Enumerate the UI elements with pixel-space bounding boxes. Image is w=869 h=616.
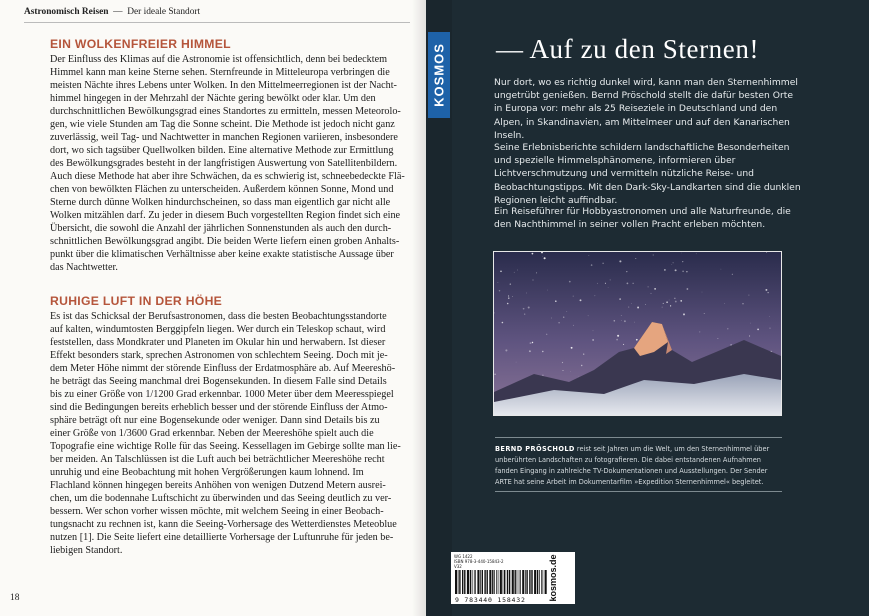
- barcode-bar: [519, 570, 520, 594]
- star: [704, 313, 705, 314]
- star: [742, 303, 743, 304]
- star: [673, 262, 674, 263]
- star: [542, 375, 543, 376]
- star: [727, 328, 728, 329]
- star: [512, 296, 513, 297]
- star: [686, 271, 687, 272]
- star: [547, 290, 548, 291]
- star: [573, 325, 574, 326]
- text-line: Es ist das Schicksal der Berufsastronomen, dass die besten Beobachtungsstandorte: [50, 311, 387, 322]
- star: [619, 260, 621, 262]
- text-line: feststellen, dass Mondkrater und Planeten im Okular hin und herwabern. Ist dieser: [50, 337, 386, 348]
- star: [621, 320, 622, 321]
- star: [507, 303, 509, 305]
- star: [569, 281, 571, 283]
- page-gutter-shadow: [412, 0, 426, 616]
- text-line: himmel hingegen in der Mehrzahl der Nächte gering bewölkt oder klar. Um den: [50, 93, 376, 104]
- star: [505, 349, 507, 351]
- star: [589, 255, 590, 256]
- star: [748, 295, 749, 296]
- star: [532, 253, 534, 255]
- text-line: ber meiden. An Talschlüssen ist die Luft auch bei beträchtlicher Meereshöhe recht: [50, 454, 385, 465]
- text-line: unruhig und eine Beobachtung mit hohen Vergrößerungen kaum lohnend. Im: [50, 467, 364, 478]
- star: [499, 290, 500, 291]
- page-number: 18: [10, 593, 20, 603]
- barcode-bar: [534, 570, 536, 594]
- star: [626, 271, 627, 272]
- running-head-chapter: Der ideale Standort: [127, 7, 201, 17]
- star: [664, 269, 666, 271]
- section-body-calm-air: [50, 310, 407, 557]
- back-cover: [426, 0, 869, 616]
- star: [532, 279, 533, 280]
- text-line: Auch diese Methode hat aber ihre Schwächen, da es schwierig ist, schneebedeckte Flä-: [50, 171, 405, 182]
- text-line: Übersicht, die sowohl die Anzahl der jährlichen Sonnenstunden als auch den durch-: [50, 223, 392, 234]
- text-line: Effekt besonders stark, sprechen Astronomen von schlechtem Seeing. Doch mit je-: [50, 350, 388, 361]
- star: [683, 313, 685, 315]
- barcode-bar: [496, 570, 497, 594]
- barcode-bar: [529, 570, 530, 594]
- star: [508, 295, 509, 296]
- star: [516, 362, 517, 363]
- section-heading-calm-air: RUHIGE LUFT IN DER HÖHE: [50, 294, 223, 308]
- text-line: Wolken mitzählen darf. Zu jeder in diesem Buch vorgestellten Region findet sich eine: [50, 210, 401, 221]
- text-line: gen, wie viele Stunden am Tag die Sonne scheint. Die Methode ist jedoch nicht ganz: [50, 119, 395, 130]
- star: [597, 283, 598, 284]
- text-line: sind die Bedingungen bereits erheblich besser und der störende Einfluss der Atmo-: [50, 402, 388, 413]
- text-line: auf kalten, windumtosten Berggipfeln liegen. Wer durch ein Teleskop schaut, wird: [50, 324, 386, 335]
- star: [581, 365, 582, 366]
- star: [602, 263, 603, 264]
- blurb-paragraph-3: Ein Reiseführer für Hobbyastronomen und alle Naturfreunde, die den Nachthimmel in seiner vollen Pracht erleben möchten.: [494, 206, 791, 231]
- star: [721, 269, 722, 270]
- text-line: chen von bewölkten Flächen zu unterscheiden. Außerdem können Sonne, Mond und: [50, 184, 394, 195]
- star: [682, 261, 683, 262]
- star: [500, 270, 502, 272]
- star: [732, 274, 733, 275]
- star: [514, 272, 515, 273]
- barcode-number: 9 783440 158432: [455, 596, 526, 604]
- star: [765, 289, 767, 291]
- text-line: Der Einfluss des Klimas auf die Astronomie ist offensichtlich, denn bei bedecktem: [50, 54, 388, 65]
- star: [651, 293, 652, 294]
- barcode-bar: [489, 570, 491, 594]
- star: [562, 362, 563, 363]
- star: [653, 254, 654, 255]
- running-head-section: Astronomisch Reisen: [24, 7, 109, 17]
- star: [687, 288, 689, 290]
- star: [502, 322, 504, 324]
- star: [605, 283, 606, 284]
- star: [570, 371, 571, 372]
- barcode-bar: [482, 570, 483, 594]
- barcode-bar: [500, 570, 502, 594]
- text-line: Topografie eine wichtige Rolle für das Seeing. Kessellagen im Gebirge sollte man lie-: [50, 441, 401, 452]
- star: [610, 279, 611, 280]
- text-line: chen, um die bodennahe Luftschicht zu überwinden und das Seeing deutlich zu ver-: [50, 493, 392, 504]
- text-line: liebigen Standort.: [50, 545, 123, 556]
- barcode-bar: [480, 570, 481, 594]
- barcode-bar: [515, 570, 516, 594]
- star: [544, 257, 546, 259]
- barcode-bar: [522, 570, 524, 594]
- text-line: dort, wo sich tagsüber Quellwolken bilden. Eine alternative Methode zur Ermittlung: [50, 145, 394, 156]
- barcode-bar: [475, 570, 476, 594]
- star: [529, 350, 531, 352]
- url-label: [547, 552, 559, 604]
- author-rule-top: [495, 437, 782, 438]
- text-line: Himmel kann man keine Sterne sehen. Sternfreunde in Mitteleuropa verbringen die: [50, 67, 390, 78]
- star: [769, 328, 770, 329]
- barcode-bar: [541, 570, 542, 594]
- star: [654, 288, 656, 290]
- cover-title: — Auf zu den Sternen!: [496, 34, 760, 64]
- star: [523, 308, 525, 310]
- barcode-bar: [464, 570, 465, 594]
- barcode-bar: [459, 570, 460, 594]
- barcode-bars: [455, 570, 549, 594]
- star: [498, 282, 499, 283]
- star: [768, 292, 769, 293]
- star: [769, 316, 770, 317]
- text-line: bis zu einer Größe von 1/1200 Grad erkennbar. 1000 Meter über dem Meeresspiegel: [50, 389, 394, 400]
- star: [671, 264, 672, 265]
- star: [666, 301, 668, 303]
- star: [674, 298, 675, 299]
- star: [580, 299, 582, 301]
- author-bio-text: reist seit Jahren um die Welt, um den Sternenhimmel über unberührten Landschaften zu fotografieren. Die dabei entstandenen Aufnahmen fanden Eingang in zahlreiche TV-Dokumentationen und Ausstellungen. Der Sender ARTE hat seine Arbeit im Dokumentarfilm »Expedition Sternenhimmel« begleitet.: [495, 445, 770, 486]
- barcode-bar: [507, 570, 508, 594]
- star: [616, 339, 618, 341]
- barcode-bar: [492, 570, 493, 594]
- blurb-paragraph-1: Nur dort, wo es richtig dunkel wird, kann man den Sternenhimmel ungetrübt genießen. Bernd Pröschold stellt die dafür besten Orte in Europa vor: mehr als 25 Reiseziele in Deutschland und den Alpen, in Skandinavien, am Mittelmeer und auf den Kanarischen Inseln.: [494, 77, 798, 141]
- star: [757, 329, 759, 331]
- text-line: he beträgt das Seeing manchmal drei Bogensekunden. In diesem Falle sind Details: [50, 376, 387, 387]
- text-line: sphäre beträgt oft nur eine Bogensekunde oder weniger. Dann sind Details bis zu: [50, 415, 380, 426]
- publisher-url: kosmos.de: [548, 554, 558, 602]
- star: [592, 339, 593, 340]
- author-rule-bottom: [495, 491, 782, 492]
- star: [532, 342, 533, 343]
- star: [617, 335, 619, 337]
- star: [494, 374, 496, 376]
- star: [619, 298, 620, 299]
- star: [563, 370, 564, 371]
- star: [634, 322, 635, 323]
- star: [551, 318, 552, 319]
- barcode-bar: [474, 570, 475, 594]
- star: [558, 322, 559, 323]
- text-line: dem Meter Höhe nimmt der störende Einfluss der Erdatmosphäre ab. Auf Meereshö-: [50, 363, 396, 374]
- barcode-bar: [503, 570, 504, 594]
- text-line: einer Größe von 1/3600 Grad erkennbar. Neben der Meereshöhe spielt auch die: [50, 428, 374, 439]
- barcode-bar: [520, 570, 521, 594]
- star: [702, 292, 703, 293]
- star: [663, 303, 664, 304]
- star: [724, 303, 725, 304]
- star: [593, 330, 594, 331]
- barcode-bar: [487, 570, 488, 594]
- barcode-bar: [494, 570, 495, 594]
- text-line: tungsnacht zu rechnen ist, kann die Seeing-Vorhersage des Wetterdienstes Meteoblue: [50, 519, 397, 530]
- star: [696, 253, 697, 254]
- text-line: nutzen [1]. Die Seite liefert eine detaillierte Vorhersage der Luftunruhe für jeden be-: [50, 532, 394, 543]
- star: [635, 258, 636, 259]
- star: [669, 300, 670, 301]
- star: [645, 304, 646, 305]
- star: [662, 307, 663, 308]
- photo-illustration: [494, 252, 781, 415]
- star: [608, 287, 609, 288]
- star: [542, 256, 543, 257]
- star: [750, 323, 751, 324]
- star: [614, 320, 616, 322]
- barcode-bar: [509, 570, 510, 594]
- star: [633, 283, 634, 284]
- star: [578, 377, 579, 378]
- star: [627, 283, 629, 285]
- author-name: BERND PRÖSCHOLD: [495, 445, 575, 453]
- section-body-cloudless-sky: [50, 53, 407, 274]
- barcode-bar: [470, 570, 471, 594]
- star: [563, 316, 564, 317]
- barcode-bar: [512, 570, 514, 594]
- barcode-bar: [477, 570, 479, 594]
- text-line: meisten Nächte ihres Lebens unter Wolken. In den Mittelmeerregionen ist der Nacht-: [50, 80, 397, 91]
- left-page: [0, 0, 426, 616]
- star: [510, 283, 511, 284]
- text-line: punkt über die klimatischen Verhältnisse aber keine exakte statistische Aussage über: [50, 249, 394, 260]
- text-line: des Bewölkungsgrades besteht in der langfristigen Auswertung von Satellitenbildern.: [50, 158, 398, 169]
- text-line: durchschnittlichen Bewölkungsgrad eines Standortes zu ermitteln, messen Meteorolo-: [50, 106, 401, 117]
- star: [636, 339, 638, 341]
- blurb-paragraph-2: Seine Erlebnisberichte schildern landschaftliche Besonderheiten und spezielle Himmelsphänomene, informieren über Lichtverschmutzung und vermitteln nützliche Reise- und Beobachtungstipps. Mit den Dark-Sky-Landkarten sind die dunklen Regionen leicht auffindbar.: [494, 142, 801, 206]
- barcode-isbn: ISBN 978-3-440-15843-2: [454, 559, 504, 564]
- star: [624, 320, 626, 322]
- logo-text: KOSMOS: [431, 43, 447, 107]
- star: [670, 305, 671, 306]
- barcode-bar: [531, 570, 532, 594]
- barcode-bar: [537, 570, 538, 594]
- cover-photo-matterhorn-night: [493, 251, 782, 416]
- star: [682, 253, 683, 254]
- star: [573, 296, 574, 297]
- barcode-bar: [525, 570, 526, 594]
- star: [555, 300, 557, 302]
- barcode-bar: [517, 570, 518, 594]
- star: [542, 351, 543, 352]
- section-heading-cloudless-sky: EIN WOLKENFREIER HIMMEL: [50, 37, 231, 51]
- barcode-code: V32: [454, 564, 462, 569]
- barcode-bar: [526, 570, 527, 594]
- barcode-bar: [472, 570, 473, 594]
- text-line: bessern. Wer schon vorher wissen möchte, mit welchem Seeing in einer Beobach-: [50, 506, 384, 517]
- star: [526, 293, 527, 294]
- barcode-bar: [455, 570, 457, 594]
- barcode-bar: [458, 570, 459, 594]
- star: [682, 271, 684, 273]
- text-line: zuverlässig, weil Tag- und Nachtwetter in manchen Regionen variieren, insbesondere: [50, 132, 398, 143]
- star: [717, 338, 718, 339]
- star: [595, 295, 596, 296]
- text-line: das Nachtwetter.: [50, 262, 118, 273]
- barcode-bar: [543, 570, 544, 594]
- star: [675, 269, 677, 271]
- star: [583, 353, 584, 354]
- star: [699, 331, 700, 332]
- star: [524, 314, 525, 315]
- text-line: schnittlichen Bewölkungsgrad angibt. Die beiden Werte liefern einen groben Anhalts-: [50, 236, 400, 247]
- star: [517, 270, 518, 271]
- star: [566, 311, 567, 312]
- text-line: Flachland können hingegen bereits Anhöhen von wenigen Dutzend Metern ausrei-: [50, 480, 386, 491]
- barcode-bar: [467, 570, 469, 594]
- star: [621, 315, 622, 316]
- star: [623, 344, 624, 345]
- running-head: [24, 7, 200, 17]
- star: [749, 335, 750, 336]
- star: [648, 286, 649, 287]
- barcode-bar: [498, 570, 499, 594]
- star: [546, 334, 547, 335]
- star: [631, 304, 632, 305]
- star: [508, 297, 509, 298]
- star: [675, 301, 677, 303]
- star: [530, 342, 532, 344]
- star: [628, 307, 629, 308]
- star: [588, 315, 589, 316]
- barcode-bar: [462, 570, 463, 594]
- running-head-separator: —: [113, 7, 123, 17]
- star: [680, 300, 682, 302]
- barcode-bar: [539, 570, 540, 594]
- star: [528, 306, 530, 308]
- text-line: Sterne durch dünne Wolken hindurchscheinen, so dass man eigentlich gar nicht alle: [50, 197, 391, 208]
- star: [591, 264, 593, 266]
- barcode-bar: [484, 570, 485, 594]
- star: [571, 347, 573, 349]
- barcode-wg: WG 1422: [454, 554, 473, 559]
- header-rule: [24, 22, 410, 23]
- barcode-bar: [504, 570, 505, 594]
- author-bio: [495, 444, 782, 488]
- star: [536, 272, 537, 273]
- kosmos-logo: [428, 32, 450, 118]
- star: [637, 307, 639, 309]
